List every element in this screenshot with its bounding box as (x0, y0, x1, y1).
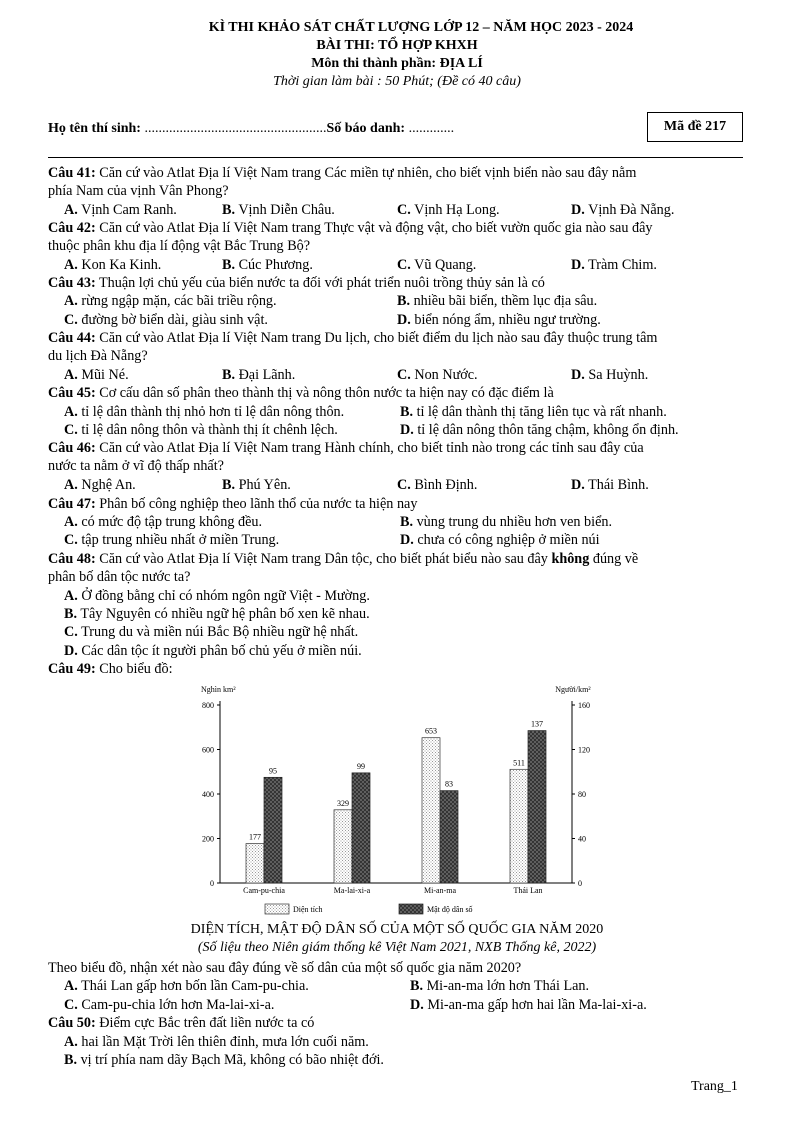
bar-density-2 (352, 773, 370, 883)
data-label-area: 329 (337, 798, 349, 808)
option-a: A. có mức độ tập trung không đều. (64, 514, 263, 530)
y-right-tick-label: 160 (578, 701, 590, 710)
x-tick-label: Ma-lai-xi-a (333, 886, 371, 895)
bar-area-4 (510, 769, 528, 883)
exam-title: KÌ THI KHẢO SÁT CHẤT LƯỢNG LỚP 12 – NĂM HỌC 2023 - 2024 (208, 20, 634, 35)
y-left-tick-label: 200 (202, 834, 214, 844)
option-b: B. vùng trung du nhiều hơn ven biển. (400, 514, 613, 530)
option-d: D. biển nóng ẩm, nhiều ngư trường. (397, 312, 601, 328)
option-a: A. Ở đồng bằng chỉ có nhóm ngôn ngữ Việt - Mường. (64, 588, 370, 604)
question-text-cont: thuộc phân khu địa lí động vật Bắc Trung Bộ? (48, 238, 311, 254)
option-a: A. hai lần Mặt Trời lên thiên đỉnh, mưa lớn cuối năm. (64, 1034, 369, 1050)
option-c: C. Cam-pu-chia lớn hơn Ma-lai-xi-a. (64, 997, 275, 1013)
legend-swatch-density (399, 904, 423, 914)
page-number: Trang_1 (691, 1079, 738, 1094)
candidate-info (48, 121, 454, 137)
question-46: Câu 46: Căn cứ vào Atlat Địa lí Việt Nam trang Hành chính, cho biết tỉnh nào trong các tỉnh sau đây của (48, 440, 644, 456)
question-text: Căn cứ vào Atlat Địa lí Việt Nam trang Các miền tự nhiên, cho biết vịnh biển nào sau đây nằm (95, 165, 637, 181)
y-left-unit: Nghìn km² (201, 685, 236, 694)
option-a: A. Thái Lan gấp hơn bốn lần Cam-pu-chia. (64, 978, 309, 994)
option-c: C. Vũ Quang. (397, 257, 477, 273)
sbd-blank: ............. (405, 121, 455, 136)
data-label-density: 95 (269, 766, 277, 776)
y-right-tick-label: 0 (578, 879, 582, 888)
question-text-cont: nước ta nằm ở vĩ độ thấp nhất? (48, 458, 224, 474)
question-45: Câu 45: Cơ cấu dân số phân theo thành thị và nông thôn nước ta hiện nay có đặc điểm là (48, 385, 554, 401)
y-right-unit: Người/km² (555, 685, 591, 694)
question-number: Câu 41: (48, 165, 96, 181)
bar-density-3 (440, 791, 458, 883)
question-text-cont: phía Nam của vịnh Vân Phong? (48, 183, 229, 199)
question-42: Câu 42: Căn cứ vào Atlat Địa lí Việt Nam trang Thực vật và động vật, cho biết vườn quốc gia nào sau đây (48, 220, 653, 236)
data-label-area: 653 (425, 726, 437, 736)
legend-swatch-area (265, 904, 289, 914)
option-b: B. Tây Nguyên có nhiều ngữ hệ phân bố xen kẽ nhau. (64, 606, 370, 622)
bar-density-1 (264, 777, 282, 883)
option-b: B. vị trí phía nam dãy Bạch Mã, không có bão nhiệt đới. (64, 1052, 384, 1068)
option-a: A. Vịnh Cam Ranh. (64, 202, 177, 218)
option-d: D. chưa có công nghiệp ở miền núi (400, 532, 600, 548)
option-a: A. Kon Ka Kinh. (64, 257, 162, 273)
option-a: A. rừng ngập mặn, các bãi triều rộng. (64, 293, 277, 309)
name-label: Họ tên thí sinh: (48, 121, 141, 136)
y-left-tick-label: 400 (202, 790, 214, 799)
bar-area-2 (334, 810, 352, 883)
divider (48, 157, 743, 158)
option-b: B. Mi-an-ma lớn hơn Thái Lan. (410, 978, 590, 994)
option-d: D. tỉ lệ dân nông thôn tăng chậm, không ổn định. (400, 422, 679, 438)
option-c: C. Non Nước. (397, 367, 478, 383)
legend-label-area: Diện tích (293, 905, 323, 914)
y-left-tick-label: 0 (210, 879, 214, 888)
option-d: D. Mi-an-ma gấp hơn hai lần Ma-lai-xi-a. (410, 997, 647, 1013)
question-47: Câu 47: Phân bố công nghiệp theo lãnh thổ của nước ta hiện nay (48, 496, 418, 512)
option-b: B. Phú Yên. (222, 477, 291, 493)
exam-duration: Thời gian làm bài : 50 Phút; (Đề có 40 câu) (273, 74, 521, 89)
y-left-tick-label: 800 (202, 701, 214, 710)
exam-component: Môn thi thành phần: ĐỊA LÍ (311, 56, 483, 71)
data-label-area: 511 (513, 758, 525, 768)
option-b: B. Vịnh Diễn Châu. (222, 202, 335, 218)
option-d: D. Tràm Chim. (571, 257, 657, 273)
option-d: D. Thái Bình. (571, 477, 649, 493)
option-c: C. tỉ lệ dân nông thôn và thành thị ít chênh lệch. (64, 422, 338, 438)
data-label-density: 83 (445, 779, 453, 789)
sbd-label: Số báo danh: (326, 121, 406, 136)
option-d: D. Các dân tộc ít người phân bố chủ yếu ở miền núi. (64, 643, 362, 659)
question-41 (48, 164, 636, 182)
question-50: Câu 50: Điểm cực Bắc trên đất liền nước ta có (48, 1015, 315, 1031)
option-a: A. tỉ lệ dân thành thị nhỏ hơn tỉ lệ dân nông thôn. (64, 404, 345, 420)
emphasis-not: không (551, 551, 590, 567)
question-text-cont: du lịch Đà Nẵng? (48, 348, 148, 364)
option-b: B. Cúc Phương. (222, 257, 313, 273)
name-blank: .................................................... (140, 121, 327, 136)
bar-area-3 (422, 738, 440, 883)
exam-subject: BÀI THI: TỔ HỢP KHXH (316, 38, 478, 53)
data-label-density: 137 (531, 719, 543, 729)
option-d: D. Vịnh Đà Nẵng. (571, 202, 675, 218)
option-c: C. Bình Định. (397, 477, 478, 493)
question-44: Câu 44: Căn cứ vào Atlat Địa lí Việt Nam trang Du lịch, cho biết điểm du lịch nào sau đây thuộc trung tâm (48, 330, 658, 346)
option-c: C. Trung du và miền núi Bắc Bộ nhiều ngữ hệ nhất. (64, 624, 359, 640)
x-tick-label: Cam-pu-chia (243, 886, 285, 895)
option-c: C. tập trung nhiều nhất ở miền Trung. (64, 532, 280, 548)
option-b: B. tỉ lệ dân thành thị tăng liên tục và rất nhanh. (400, 404, 667, 420)
option-a: A. Nghệ An. (64, 477, 136, 493)
y-right-tick-label: 40 (578, 834, 586, 844)
option-b: B. nhiều bãi biển, thềm lục địa sâu. (397, 293, 598, 309)
y-right-tick-label: 120 (578, 745, 590, 755)
bar-chart (195, 680, 605, 920)
data-label-density: 99 (357, 761, 365, 771)
bar-density-4 (528, 731, 546, 883)
option-c: C. Vịnh Hạ Long. (397, 202, 500, 218)
x-tick-label: Thái Lan (513, 886, 543, 895)
option-b: B. Đại Lãnh. (222, 367, 296, 383)
question-49: Câu 49: Cho biểu đồ: (48, 661, 173, 677)
bar-area-1 (246, 844, 264, 883)
y-left-tick-label: 600 (202, 745, 214, 755)
data-label-area: 177 (249, 832, 261, 842)
exam-code-box: Mã đề 217 (647, 112, 743, 142)
chart-title: DIỆN TÍCH, MẬT ĐỘ DÂN SỐ CỦA MỘT SỐ QUỐC GIA NĂM 2020 (190, 922, 604, 937)
chart-source: (Số liệu theo Niên giám thống kê Việt Nam 2021, NXB Thống kê, 2022) (197, 940, 597, 955)
x-tick-label: Mi-an-ma (424, 886, 456, 895)
question-text-cont: phân bố dân tộc nước ta? (48, 569, 191, 585)
question-49-stem: Theo biểu đồ, nhận xét nào sau đây đúng về số dân của một số quốc gia năm 2020? (48, 960, 522, 976)
question-43: Câu 43: Thuận lợi chủ yếu của biển nước ta đối với phát triển nuôi trồng thủy sản là có (48, 275, 545, 291)
question-48: Câu 48: Căn cứ vào Atlat Địa lí Việt Nam trang Dân tộc, cho biết phát biểu nào sau đây không đúng về (48, 551, 639, 567)
option-d: D. Sa Huỳnh. (571, 367, 649, 383)
option-a: A. Mũi Né. (64, 367, 129, 383)
option-c: C. đường bờ biển dài, giàu sinh vật. (64, 312, 268, 328)
legend-label-density: Mật độ dân số (427, 905, 473, 914)
y-right-tick-label: 80 (578, 790, 586, 799)
